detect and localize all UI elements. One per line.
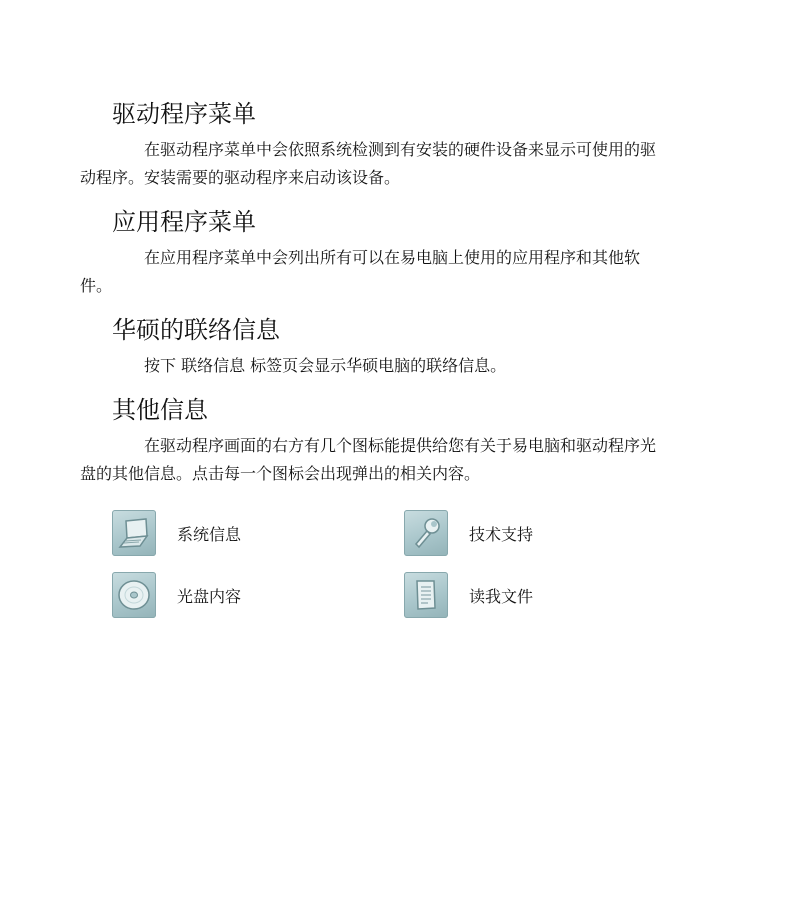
- icon-label: 读我文件: [469, 586, 534, 606]
- section-body-line: 盘的其他信息。点击每一个图标会出现弹出的相关内容。: [80, 464, 481, 483]
- section-title-contact: 华硕的联络信息: [112, 316, 280, 344]
- section-body-contact: [112, 352, 702, 380]
- section-title-other-info: 其他信息: [112, 396, 208, 424]
- wrench-icon[interactable]: [404, 510, 448, 556]
- tech-support-button[interactable]: [404, 510, 533, 556]
- section-body-other-info: [80, 432, 702, 488]
- icon-label: 光盘内容: [177, 586, 242, 606]
- section-body-line: 动程序。安装需要的驱动程序来启动该设备。: [80, 168, 401, 187]
- section-body-applications: [80, 244, 702, 300]
- document-icon[interactable]: [404, 572, 448, 618]
- section-body-line: 件。: [80, 276, 113, 295]
- system-info-button[interactable]: [112, 510, 241, 556]
- icon-label: 技术支持: [469, 524, 534, 544]
- section-body-line: 在驱动程序菜单中会依照系统检测到有安装的硬件设备来显示可使用的驱: [144, 140, 657, 159]
- disc-icon[interactable]: [112, 572, 156, 618]
- document-page: [80, 96, 702, 500]
- section-body-line: 按下 联络信息 标签页会显示华硕电脑的联络信息。: [144, 356, 507, 375]
- section-body-line: 在驱动程序画面的右方有几个图标能提供给您有关于易电脑和驱动程序光: [144, 436, 657, 455]
- section-title-applications: 应用程序菜单: [112, 208, 256, 236]
- disc-contents-button[interactable]: [112, 572, 241, 618]
- icon-label: 系统信息: [177, 524, 242, 544]
- section-body-line: 在应用程序菜单中会列出所有可以在易电脑上使用的应用程序和其他软: [144, 248, 641, 267]
- section-body-drivers: [80, 136, 702, 192]
- laptop-icon[interactable]: [112, 510, 156, 556]
- readme-button[interactable]: [404, 572, 533, 618]
- section-title-drivers: 驱动程序菜单: [112, 100, 256, 128]
